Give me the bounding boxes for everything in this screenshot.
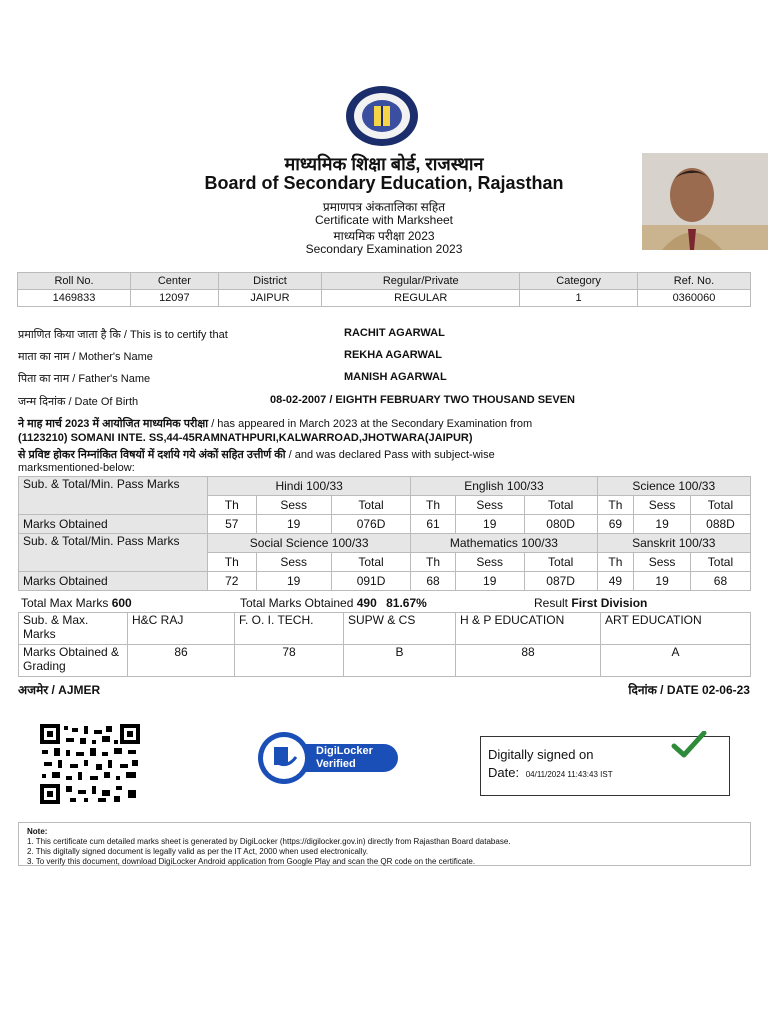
subject-label-1: Sub. & Total/Min. Pass Marks	[19, 477, 208, 515]
english-total: 080D	[524, 515, 597, 534]
social-science-total: 091D	[331, 572, 410, 591]
col-th: Th	[411, 496, 455, 515]
total-obtained-label: Total Marks Obtained	[240, 596, 354, 610]
col-total: Total	[331, 553, 410, 572]
hc-raj-marks: 86	[128, 645, 235, 677]
notes-title: Note:	[27, 827, 48, 836]
additional-subjects-table	[18, 612, 751, 677]
sanskrit-th: 49	[597, 572, 634, 591]
col-sess: Sess	[634, 496, 691, 515]
percentage-value: 81.67%	[386, 596, 427, 610]
note-item-2: 2. This digitally signed document is legally valid as per the IT Act, 2000 when used electronically.	[27, 847, 369, 856]
digilocker-verified-text: Verified	[316, 758, 356, 770]
mathematics-th: 68	[411, 572, 455, 591]
subject-hp-education: H & P EDUCATION	[456, 613, 601, 645]
center-header: Center	[131, 273, 219, 290]
grading-label: Marks Obtained & Grading	[19, 645, 128, 677]
digital-signature-box	[480, 736, 730, 796]
marks-obtained-label: Marks Obtained	[19, 572, 208, 591]
col-th: Th	[208, 496, 257, 515]
science-sess: 19	[634, 515, 691, 534]
hindi-total: 076D	[331, 515, 410, 534]
col-total: Total	[331, 496, 410, 515]
father-name-value: MANISH AGARWAL	[344, 371, 447, 383]
subject-social-science: Social Science 100/33	[208, 534, 411, 553]
digilocker-text	[316, 745, 373, 771]
result-value: First Division	[571, 596, 648, 610]
roll-no-value: 1469833	[18, 290, 131, 307]
col-sess: Sess	[455, 496, 524, 515]
subject-supw-cs: SUPW & CS	[344, 613, 456, 645]
sanskrit-total: 68	[690, 572, 750, 591]
english-sess: 19	[455, 515, 524, 534]
check-mark-icon	[671, 731, 707, 759]
hindi-th: 57	[208, 515, 257, 534]
subject-label-2: Sub. & Total/Min. Pass Marks	[19, 534, 208, 572]
col-th: Th	[411, 553, 455, 572]
qr-code[interactable]	[40, 724, 140, 804]
science-total: 088D	[690, 515, 750, 534]
social-science-th: 72	[208, 572, 257, 591]
board-seal-logo	[344, 84, 420, 148]
board-name-hindi: माध्यमिक शिक्षा बोर्ड, राजस्थान	[284, 154, 484, 174]
board-name-english: Board of Secondary Education, Rajasthan	[204, 173, 564, 193]
marks-obtained-label: Marks Obtained	[19, 515, 208, 534]
note-item-3: 3. To verify this document, download DigiLocker Android application from Google Play and scan the QR code on the certificate.	[27, 857, 476, 866]
certificate-title-hindi: प्रमाणपत्र अंकतालिका सहित	[322, 200, 446, 214]
ref-no-header: Ref. No.	[637, 273, 750, 290]
candidate-name: RACHIT AGARWAL	[344, 327, 445, 339]
total-max-value: 600	[111, 596, 132, 610]
regular-private-header: Regular/Private	[322, 273, 520, 290]
subject-science: Science 100/33	[597, 477, 750, 496]
exam-statement-hindi: ने माह मार्च 2023 में आयोजित माध्यमिक परीक्षा	[18, 418, 209, 430]
exam-statement-line1	[18, 417, 748, 431]
supw-cs-grade: B	[344, 645, 456, 677]
col-total: Total	[524, 496, 597, 515]
additional-subjects-label: Sub. & Max. Marks	[19, 613, 128, 645]
result-summary	[18, 594, 751, 612]
col-sess: Sess	[256, 496, 331, 515]
roll-no-header: Roll No.	[18, 273, 131, 290]
art-education-grade: A	[601, 645, 751, 677]
social-science-sess: 19	[256, 572, 331, 591]
total-obtained	[240, 596, 427, 610]
signed-date	[488, 765, 613, 780]
digilocker-name: DigiLocker	[316, 745, 373, 757]
hindi-sess: 19	[256, 515, 331, 534]
mother-name-label: माता का नाम / Mother's Name	[18, 351, 153, 363]
total-max-marks	[21, 596, 132, 610]
category-value: 1	[520, 290, 638, 307]
exam-title-english: Secondary Examination 2023	[305, 242, 463, 256]
notes-box	[18, 822, 751, 866]
col-th: Th	[208, 553, 257, 572]
subject-hindi: Hindi 100/33	[208, 477, 411, 496]
certificate-title-english: Certificate with Marksheet	[314, 213, 454, 227]
mathematics-sess: 19	[455, 572, 524, 591]
category-header: Category	[520, 273, 638, 290]
subject-hc-raj: H&C RAJ	[128, 613, 235, 645]
col-total: Total	[524, 553, 597, 572]
total-obtained-value: 490	[356, 596, 377, 610]
foi-tech-marks: 78	[235, 645, 344, 677]
dob-value: 08-02-2007 / EIGHTH FEBRUARY TWO THOUSAND SEVEN	[270, 394, 576, 406]
col-total: Total	[690, 496, 750, 515]
mathematics-total: 087D	[524, 572, 597, 591]
subject-art-education: ART EDUCATION	[601, 613, 751, 645]
dob-label: जन्म दिनांक / Date Of Birth	[18, 396, 139, 408]
col-total: Total	[690, 553, 750, 572]
english-th: 61	[411, 515, 455, 534]
center-value: 12097	[131, 290, 219, 307]
regular-private-value: REGULAR	[322, 290, 520, 307]
subject-mathematics: Mathematics 100/33	[411, 534, 597, 553]
district-header: District	[218, 273, 321, 290]
total-max-label: Total Max Marks	[21, 596, 109, 610]
district-value: JAIPUR	[218, 290, 321, 307]
marks-table	[18, 476, 751, 591]
subject-foi-tech: F. O. I. TECH.	[235, 613, 344, 645]
issue-place: अजमेर / AJMER	[18, 683, 101, 697]
col-th: Th	[597, 496, 634, 515]
result-label: Result	[534, 596, 569, 610]
marks-mentioned-line: marksmentioned-below:	[18, 462, 135, 474]
signed-date-value: 04/11/2024 11:43:43 IST	[525, 770, 613, 779]
col-th: Th	[597, 553, 634, 572]
science-th: 69	[597, 515, 634, 534]
roll-details-table	[17, 272, 751, 307]
issue-date: दिनांक / DATE 02-06-23	[628, 683, 750, 697]
school-name: (1123210) SOMANI INTE. SS,44-45RAMNATHPURI,KALWARROAD,JHOTWARA(JAIPUR)	[18, 432, 473, 444]
col-sess: Sess	[455, 553, 524, 572]
subject-english: English 100/33	[411, 477, 597, 496]
certify-label: प्रमाणित किया जाता है कि / This is to certify that	[18, 329, 228, 341]
signed-label: Digitally signed on	[488, 747, 594, 762]
sanskrit-sess: 19	[634, 572, 691, 591]
ref-no-value: 0360060	[637, 290, 750, 307]
pass-statement-english: / and was declared Pass with subject-wise	[285, 449, 495, 461]
result	[534, 596, 647, 610]
mother-name-value: REKHA AGARWAL	[344, 349, 442, 361]
exam-statement-english: / has appeared in March 2023 at the Secondary Examination from	[208, 418, 533, 430]
signed-date-label: Date:	[488, 765, 520, 780]
col-sess: Sess	[256, 553, 331, 572]
hp-education-marks: 88	[456, 645, 601, 677]
exam-title-hindi: माध्यमिक परीक्षा 2023	[333, 229, 435, 243]
note-item-1: 1. This certificate cum detailed marks sheet is generated by DigiLocker (https://digilocker.gov.in) directly from Rajasthan Board database.	[27, 837, 511, 846]
father-name-label: पिता का नाम / Father's Name	[18, 373, 151, 385]
digilocker-verified-badge	[256, 732, 398, 784]
candidate-photo	[642, 153, 768, 250]
subject-sanskrit: Sanskrit 100/33	[597, 534, 750, 553]
col-sess: Sess	[634, 553, 691, 572]
pass-statement-hindi: से प्रविष्ट होकर निम्नांकित विषयों में दर्शाये गये अंकों सहित उत्तीर्ण की	[18, 449, 286, 461]
pass-statement-line	[18, 448, 748, 462]
